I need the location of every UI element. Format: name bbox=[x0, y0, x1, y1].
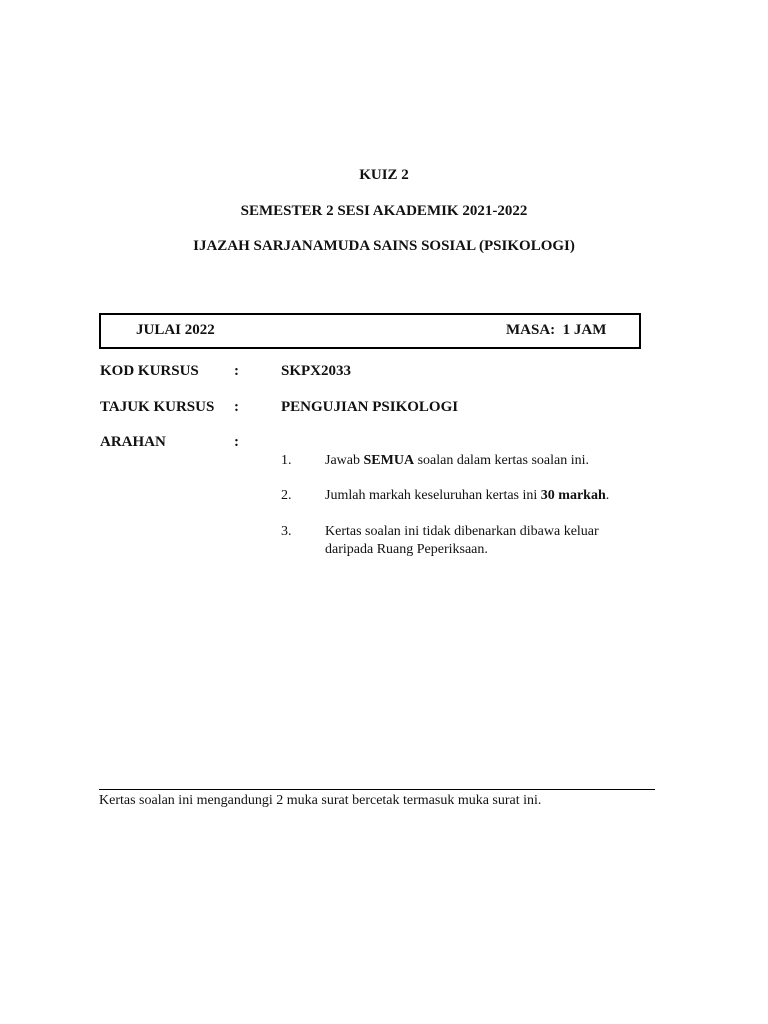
instructions-colon: : bbox=[234, 434, 239, 450]
footer-note: Kertas soalan ini mengandungi 2 muka surat bercetak termasuk muka surat ini. bbox=[99, 793, 542, 808]
course-code-value: SKPX2033 bbox=[281, 363, 352, 379]
footer-rule bbox=[99, 789, 655, 790]
quiz-title: KUIZ 2 bbox=[359, 167, 409, 183]
course-code-colon: : bbox=[234, 363, 239, 379]
exam-date: JULAI 2022 bbox=[136, 322, 215, 338]
degree-line: IJAZAH SARJANAMUDA SAINS SOSIAL (PSIKOLOGI) bbox=[193, 238, 575, 254]
instruction-2-text: Jumlah markah keseluruhan kertas ini 30 markah. bbox=[325, 488, 610, 503]
instructions-label: ARAHAN bbox=[100, 434, 166, 450]
course-title-colon: : bbox=[234, 399, 239, 415]
instruction-2-number: 2. bbox=[281, 488, 292, 503]
instruction-3-text: Kertas soalan ini tidak dibenarkan dibawa keluar daripada Ruang Peperiksaan. bbox=[325, 524, 599, 557]
semester-line: SEMESTER 2 SESI AKADEMIK 2021-2022 bbox=[240, 203, 528, 219]
course-title-value: PENGUJIAN PSIKOLOGI bbox=[281, 399, 459, 415]
instruction-1-text: Jawab SEMUA soalan dalam kertas soalan ini. bbox=[325, 453, 590, 468]
course-code-label: KOD KURSUS bbox=[100, 363, 199, 379]
exam-duration: MASA: 1 JAM bbox=[506, 322, 607, 338]
course-title-label: TAJUK KURSUS bbox=[100, 399, 215, 415]
exam-info-box bbox=[99, 313, 641, 349]
instruction-1-number: 1. bbox=[281, 453, 292, 468]
instruction-3-number: 3. bbox=[281, 524, 292, 539]
